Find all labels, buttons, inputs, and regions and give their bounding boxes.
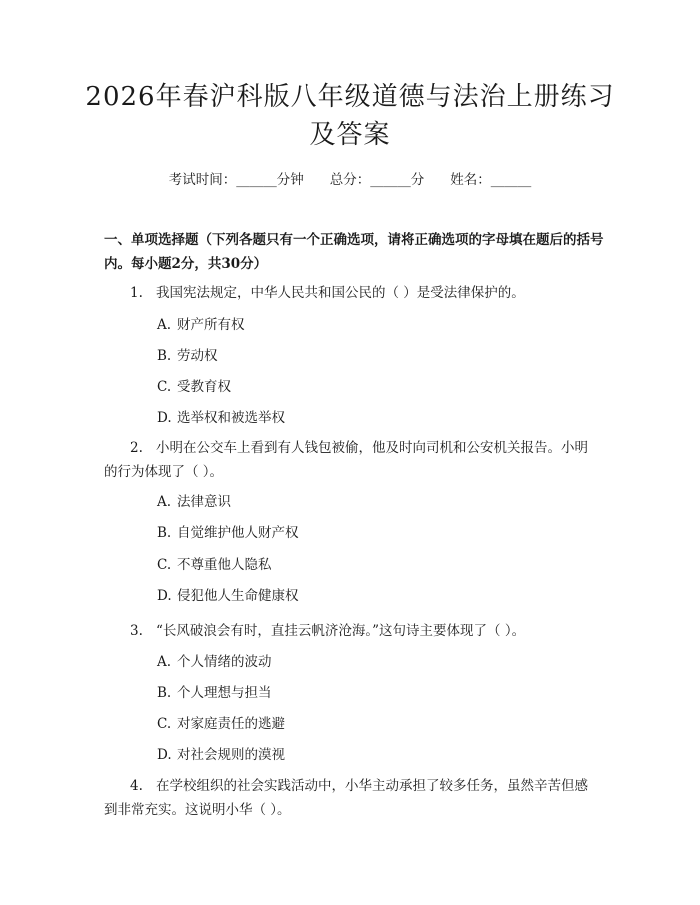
option-text: 财产所有权 — [177, 317, 245, 333]
option-letter: D. — [157, 588, 172, 604]
question-text-line-2: 到非常充实。这说明小华（ ）。 — [104, 802, 291, 818]
question-text: “长风破浪会有时，直挂云帆济沧海。”这句诗主要体现了（ ）。 — [156, 623, 526, 639]
question-4 — [104, 774, 600, 822]
option-text: 侵犯他人生命健康权 — [177, 588, 299, 604]
option-text: 对社会规则的漠视 — [177, 747, 285, 763]
question-2-option-b — [157, 523, 299, 543]
question-3-option-b — [157, 683, 272, 703]
option-letter: C. — [157, 716, 172, 732]
option-letter: A. — [157, 654, 172, 670]
title-line-1: 2026年春沪科版八年级道德与法治上册练习 — [85, 82, 615, 112]
student-name-label: 姓名：______ — [450, 172, 532, 188]
question-number: 1. — [130, 285, 143, 301]
option-text: 选举权和被选举权 — [177, 410, 285, 426]
option-letter: A. — [157, 494, 172, 510]
question-1-option-b — [157, 346, 218, 366]
option-text: 个人理想与担当 — [177, 685, 272, 701]
question-1-option-d — [157, 408, 285, 428]
question-1-option-c — [157, 377, 231, 397]
question-3-option-d — [157, 745, 285, 765]
question-text-line-1: 小明在公交车上看到有人钱包被偷，他及时向司机和公安机关报告。小明 — [156, 440, 588, 456]
question-2 — [104, 436, 600, 484]
option-letter: A. — [157, 317, 172, 333]
exam-time-label: 考试时间：______分钟 — [168, 172, 304, 188]
exam-meta — [0, 170, 700, 190]
question-2-option-c — [157, 555, 272, 575]
total-score-label: 总分：______分 — [329, 172, 425, 188]
question-3-option-c — [157, 714, 285, 734]
option-letter: B. — [157, 348, 172, 364]
question-text-line-1: 在学校组织的社会实践活动中，小华主动承担了较多任务，虽然辛苦但感 — [156, 778, 588, 794]
option-letter: C. — [157, 379, 172, 395]
question-number: 3. — [130, 623, 143, 639]
option-letter: B. — [157, 685, 172, 701]
question-3-option-a — [157, 652, 272, 672]
page-title — [70, 78, 630, 154]
option-text: 个人情绪的波动 — [177, 654, 272, 670]
question-number: 2. — [130, 440, 143, 456]
option-letter: D. — [157, 747, 172, 763]
question-2-option-d — [157, 586, 299, 606]
question-1-option-a — [157, 315, 245, 335]
question-text: 我国宪法规定，中华人民共和国公民的（ ）是受法律保护的。 — [156, 285, 525, 301]
question-text-line-2: 的行为体现了（ ）。 — [104, 464, 224, 480]
option-text: 受教育权 — [177, 379, 231, 395]
option-letter: C. — [157, 557, 172, 573]
option-letter: D. — [157, 410, 172, 426]
option-letter: B. — [157, 525, 172, 541]
title-line-2: 及答案 — [309, 120, 391, 150]
option-text: 劳动权 — [177, 348, 218, 364]
option-text: 对家庭责任的逃避 — [177, 716, 285, 732]
question-number: 4. — [130, 778, 143, 794]
option-text: 不尊重他人隐私 — [177, 557, 272, 573]
question-2-option-a — [157, 492, 231, 512]
section-heading: 一、单项选择题（下列各题只有一个正确选项，请将正确选项的字母填在题后的括号内。每小题2分，共30分） — [104, 232, 604, 272]
option-text: 法律意识 — [177, 494, 231, 510]
question-1 — [104, 281, 600, 305]
question-3 — [104, 619, 600, 643]
option-text: 自觉维护他人财产权 — [177, 525, 299, 541]
